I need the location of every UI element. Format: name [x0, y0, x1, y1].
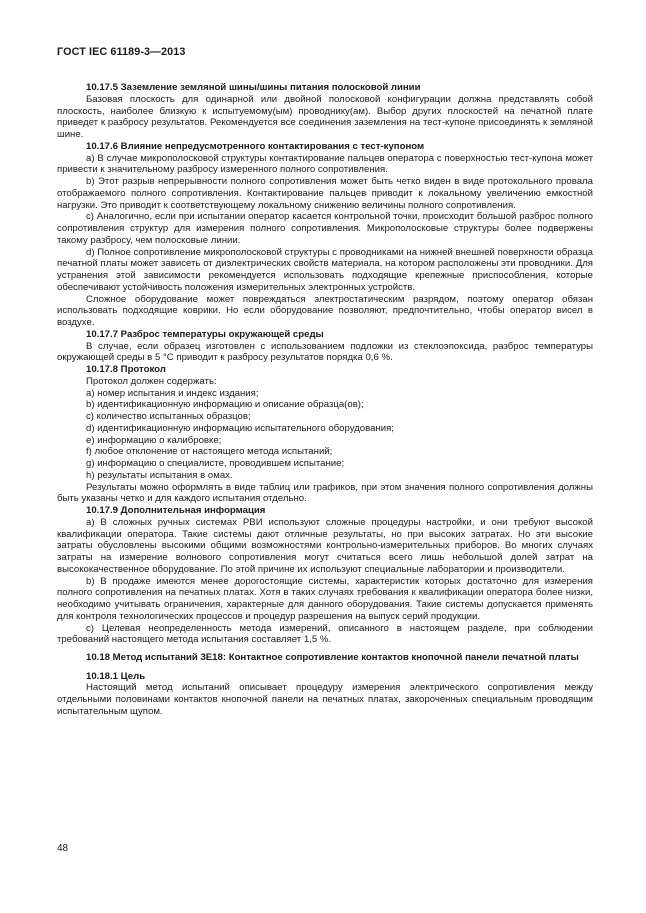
running-header: ГОСТ IEC 61189-3—2013: [57, 46, 186, 58]
paragraph: В случае, если образец изготовлен с использованием подложки из стеклоэпоксида, разброс температуры окружающей среды в 5 °C приводит к разбросу результатов порядка 0,6 %.: [57, 340, 593, 364]
paragraph: Протокол должен содержать:: [86, 375, 217, 387]
paragraph: а) В случае микрополосковой структуры контактирование пальцев оператора с поверхностью тест-купона может привести к значительному разбросу измеренного полного сопротивления.: [57, 152, 593, 176]
paragraph: Настоящий метод испытаний описывает процедуру измерения электрического сопротивления между отдельными половинами контактов кнопочной панели на печатных платах, закороченных специальным проводящим испытательным щупом.: [57, 682, 593, 717]
paragraph: b) В продаже имеются менее дорогостоящие системы, характеристик которых достаточно для измерения полного сопротивления на печатных платах. Хотя в таких случаях требования к квалификации оператора более низки, необходимо учитывать ограничения, характерные для данного оборудования. Такие системы допускается применять для контроля технологических процессов и процедур разрешения на выпуск серий продукции.: [57, 575, 593, 622]
section-heading: 10.17.8 Протокол: [86, 364, 166, 375]
paragraph: Сложное оборудование может повреждаться электростатическим разрядом, поэтому оператор обязан использовать подходящие коврики. Но если оборудование позволяют, предпочтительно, чтобы оператор висел в воздухе.: [57, 293, 593, 328]
paragraph: Базовая плоскость для одинарной или двойной полосковой конфигурации должна представлять собой плоскость, наиболее близкую к испытуемому(ым) проводнику(ам). Выбор других плоскостей на печатной плате приведет к разбросу результатов. Рекомендуется все соединения заземления на тест-купоне присоединять к земляной шине.: [57, 93, 593, 140]
paragraph: f) любое отклонение от настоящего метода испытаний;: [86, 446, 333, 458]
paragraph: d) Полное сопротивление микрополосковой структуры с проводниками на нижней внешней поверхности образца печатной платы может зависеть от диэлектрических свойств материала, на котором расположены эти проводники. Для устранения этой зависимости рекомендуется использовать подходящие крепежные приспособления, которые обеспечивают устойчивость положения измерительных электронных устройств.: [57, 246, 593, 293]
paragraph: h) результаты испытания в омах.: [86, 469, 233, 481]
paragraph: c) Аналогично, если при испытании оператор касается контрольной точки, происходит большой разброс полного сопротивления структур для измерения полного сопротивления. Микрополосковые структуры более подвержены такому разбросу, чем полосковые линии.: [57, 211, 593, 246]
paragraph: b) идентификационную информацию и описание образца(ов);: [86, 399, 364, 411]
section-heading: 10.17.7 Разброс температуры окружающей среды: [86, 328, 324, 340]
paragraph: g) информацию о специалисте, проводившем испытание;: [86, 458, 345, 469]
paragraph: а) номер испытания и индекс издания;: [86, 387, 259, 399]
section-heading: 10.18 Метод испытаний 3E18: Контактное сопротивление контактов кнопочной панели печатной платы: [86, 652, 579, 663]
section-heading: 10.17.6 Влияние непредусмотренного контактирования с тест-купоном: [86, 140, 425, 152]
paragraph: e) информацию о калибровке;: [86, 434, 222, 446]
paragraph: Результаты можно оформлять в виде таблиц или графиков, при этом значения полного сопротивления должны быть указаны четко и для каждого испытания отдельно.: [57, 481, 593, 505]
paragraph: d) идентификационную информацию испытательного оборудования;: [86, 422, 394, 434]
page-number: 48: [57, 843, 69, 854]
section-heading: 10.17.9 Дополнительная информация: [86, 505, 266, 516]
paragraph: c) количество испытанных образцов;: [86, 411, 251, 422]
paragraph: а) В сложных ручных системах РВИ используют сложные процедуры настройки, и они требуют высокой квалификации оператора. Такие системы дают отличные результаты, но при высоких затратах. Но эти высокие затраты обусловлены высокими общими возможностями контрольно-измерительных приборов. Во многих случаях затраты на измерение волнового сопротивления могут считаться всего лишь небольшой долей затрат на высококачественное оборудование. По этой причине их используют специальные лаборатории и производители.: [57, 516, 593, 575]
body-text: [57, 82, 593, 718]
paragraph: b) Этот разрыв непрерывности полного сопротивления может быть четко виден в виде протокольного провала отображаемого полного сопротивления. Контактирование пальцев приводит к локальному увеличению емкостной нагрузки. Это приводит к соответствующему локальному снижению величины полного сопротивления.: [57, 176, 593, 211]
section-heading: 10.18.1 Цель: [86, 670, 146, 682]
section-heading: 10.17.5 Заземление земляной шины/шины питания полосковой линии: [86, 82, 421, 93]
paragraph: c) Целевая неопределенность метода измерений, описанного в настоящем разделе, при соблюдении требований настоящего метода испытания составляет 1,5 %.: [57, 622, 593, 646]
